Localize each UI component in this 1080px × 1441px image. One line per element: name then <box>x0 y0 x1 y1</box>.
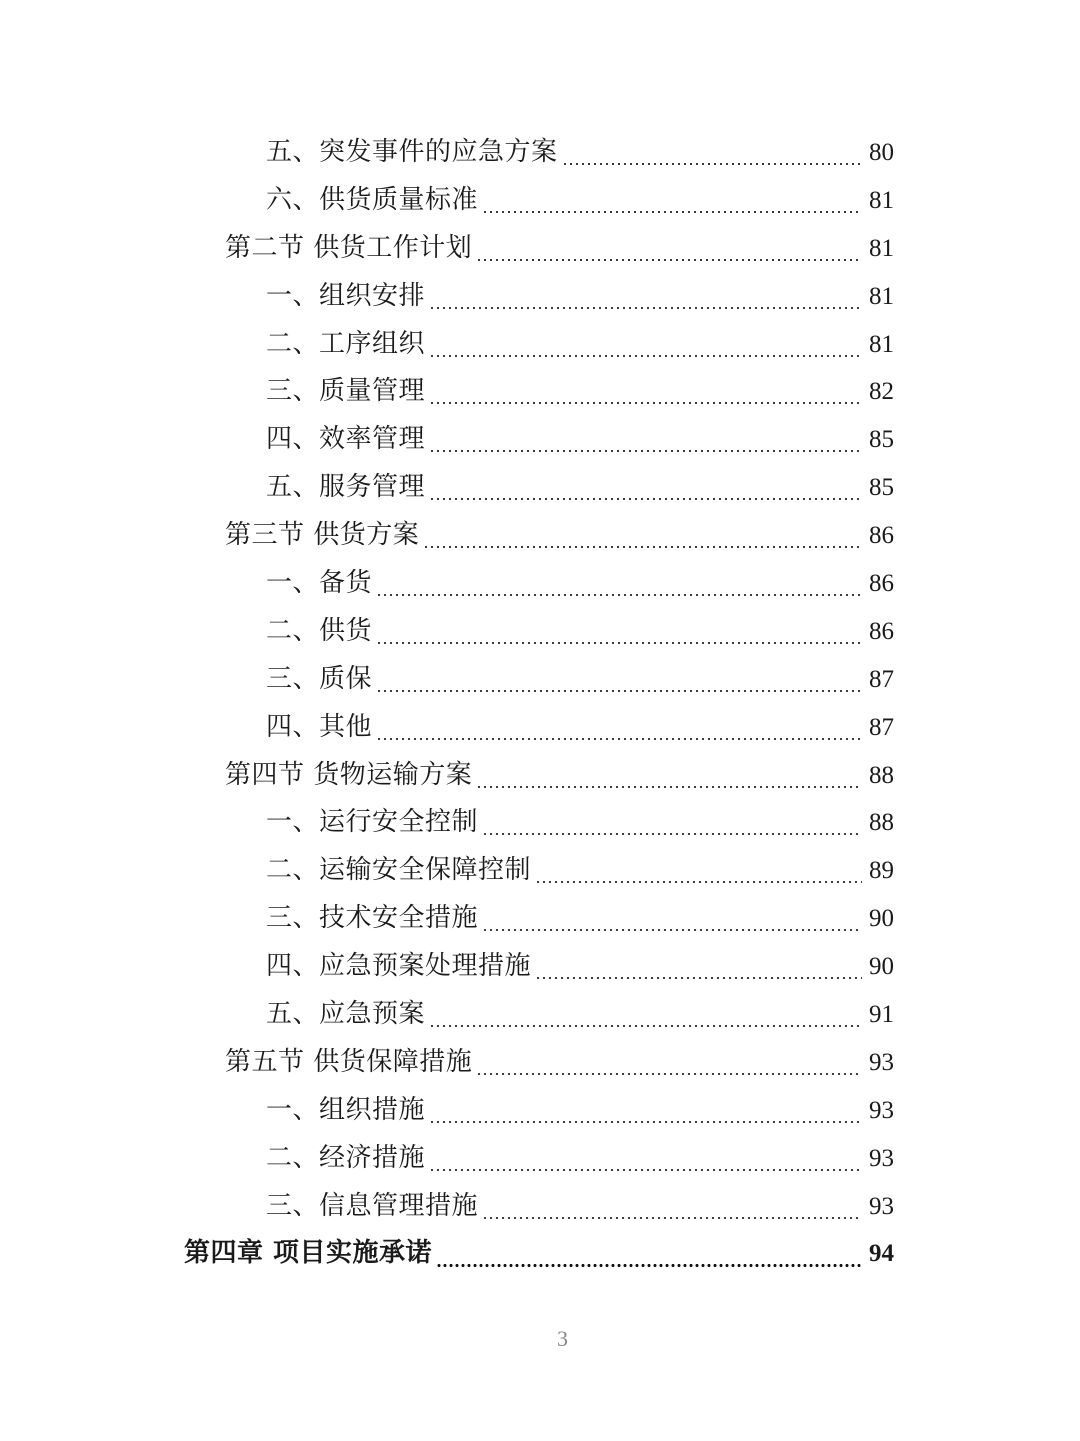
toc-entry-title: 五、应急预案 <box>266 999 426 1030</box>
toc-entry-page: 85 <box>869 426 894 454</box>
toc-dot-leader <box>482 211 862 213</box>
toc-entry-title: 三、技术安全措施 <box>266 903 479 934</box>
toc-dot-leader <box>429 498 862 500</box>
toc-entry-page: 82 <box>869 378 894 406</box>
toc-dot-leader <box>429 1169 862 1171</box>
toc-entry[interactable] <box>0 1039 1080 1087</box>
toc-entry-title: 三、质保 <box>266 663 373 694</box>
toc-entry-title: 一、运行安全控制 <box>266 807 479 838</box>
toc-entry-page: 90 <box>869 953 894 981</box>
toc-entry-page: 81 <box>869 330 894 358</box>
toc-entry-page: 86 <box>869 522 894 550</box>
toc-entry[interactable] <box>0 799 1080 847</box>
toc-entry-page: 87 <box>869 713 894 741</box>
toc-dot-leader <box>482 1217 862 1219</box>
toc-entry-title: 三、信息管理措施 <box>266 1190 479 1221</box>
toc-entry[interactable] <box>0 943 1080 991</box>
toc-entry[interactable] <box>0 416 1080 464</box>
toc-dot-leader <box>429 355 862 357</box>
toc-entry-title: 五、突发事件的应急方案 <box>266 137 558 167</box>
page-number: 3 <box>557 1326 568 1351</box>
toc-dot-leader <box>429 1025 862 1027</box>
toc-entry-page: 94 <box>869 1240 894 1268</box>
toc-entry-title: 一、组织措施 <box>266 1094 426 1125</box>
toc-entry-title: 六、供货质量标准 <box>266 184 479 215</box>
toc-entry-page: 93 <box>869 1048 894 1076</box>
toc-dot-leader <box>376 594 862 596</box>
toc-entry-title: 五、服务管理 <box>266 472 426 503</box>
toc-entry-page: 81 <box>869 186 894 214</box>
toc-entry-page: 88 <box>869 761 894 789</box>
toc-dot-leader <box>476 1073 862 1075</box>
toc-entry[interactable] <box>0 368 1080 416</box>
toc-dot-leader <box>562 163 862 165</box>
toc-entry-page: 93 <box>869 1192 894 1220</box>
toc-entry[interactable] <box>0 1087 1080 1135</box>
toc-entry[interactable] <box>0 847 1080 895</box>
toc-entry[interactable] <box>0 704 1080 752</box>
toc-entry-title: 第二节 供货工作计划 <box>225 232 473 263</box>
toc-entry[interactable] <box>0 129 1080 177</box>
toc-dot-leader <box>376 690 862 692</box>
toc-entry-title: 一、组织安排 <box>266 280 426 311</box>
toc-entry-page: 85 <box>869 474 894 502</box>
toc-entry-page: 81 <box>869 234 894 262</box>
toc-entry-page: 86 <box>869 617 894 645</box>
toc-dot-leader <box>429 450 862 452</box>
toc-entry-page: 87 <box>869 665 894 693</box>
toc-dot-leader <box>429 1121 862 1123</box>
toc-entry-title: 二、供货 <box>266 615 373 646</box>
toc-entry[interactable] <box>0 225 1080 273</box>
toc-entry[interactable] <box>0 895 1080 943</box>
toc-dot-leader <box>535 881 862 883</box>
toc-entry-page: 93 <box>869 1096 894 1124</box>
toc-entry-title: 四、效率管理 <box>266 424 426 455</box>
toc-entry[interactable] <box>0 560 1080 608</box>
toc-entry[interactable] <box>0 512 1080 560</box>
toc-entry-title: 三、质量管理 <box>266 376 426 407</box>
toc-entry-page: 90 <box>869 905 894 933</box>
toc-entry[interactable] <box>0 1183 1080 1231</box>
toc-dot-leader <box>436 1264 862 1267</box>
toc-entry-page: 89 <box>869 857 894 885</box>
toc-entry-title: 四、其他 <box>266 711 373 742</box>
toc-entry-title: 第五节 供货保障措施 <box>225 1046 473 1077</box>
toc-dot-leader <box>429 307 862 309</box>
toc-dot-leader <box>482 929 862 931</box>
toc-entry-page: 80 <box>869 139 894 166</box>
toc-entry[interactable] <box>0 177 1080 225</box>
toc-entry-page: 88 <box>869 809 894 837</box>
toc-entry-title: 二、工序组织 <box>266 328 426 359</box>
toc-dot-leader <box>376 738 862 740</box>
toc-entry[interactable] <box>0 991 1080 1039</box>
toc-entry[interactable] <box>0 1230 1080 1278</box>
toc-entry[interactable] <box>0 608 1080 656</box>
toc-dot-leader <box>476 259 862 261</box>
toc-entry[interactable] <box>0 656 1080 704</box>
toc-dot-leader <box>535 977 862 979</box>
toc-entry-page: 91 <box>869 1001 894 1029</box>
toc-entry[interactable] <box>0 752 1080 800</box>
toc-entry-title: 四、应急预案处理措施 <box>266 951 532 982</box>
toc-dot-leader <box>482 833 862 835</box>
toc-entry[interactable] <box>0 321 1080 369</box>
toc-entry[interactable] <box>0 273 1080 321</box>
toc-entry-page: 93 <box>869 1144 894 1172</box>
toc-entry-page: 81 <box>869 282 894 310</box>
toc-entry-title: 第三节 供货方案 <box>225 520 420 551</box>
toc-dot-leader <box>376 642 862 644</box>
toc-dot-leader <box>429 402 862 404</box>
toc-entry-title: 一、备货 <box>266 568 373 599</box>
table-of-contents <box>0 129 1080 1278</box>
toc-entry-title: 二、经济措施 <box>266 1142 426 1173</box>
toc-dot-leader <box>423 546 862 548</box>
toc-entry-page: 86 <box>869 570 894 598</box>
toc-entry-title: 第四章 项目实施承诺 <box>184 1238 433 1269</box>
toc-entry-title: 第四节 货物运输方案 <box>225 759 473 790</box>
toc-entry[interactable] <box>0 1135 1080 1183</box>
toc-entry[interactable] <box>0 464 1080 512</box>
toc-dot-leader <box>476 786 862 788</box>
toc-entry-title: 二、运输安全保障控制 <box>266 855 532 886</box>
